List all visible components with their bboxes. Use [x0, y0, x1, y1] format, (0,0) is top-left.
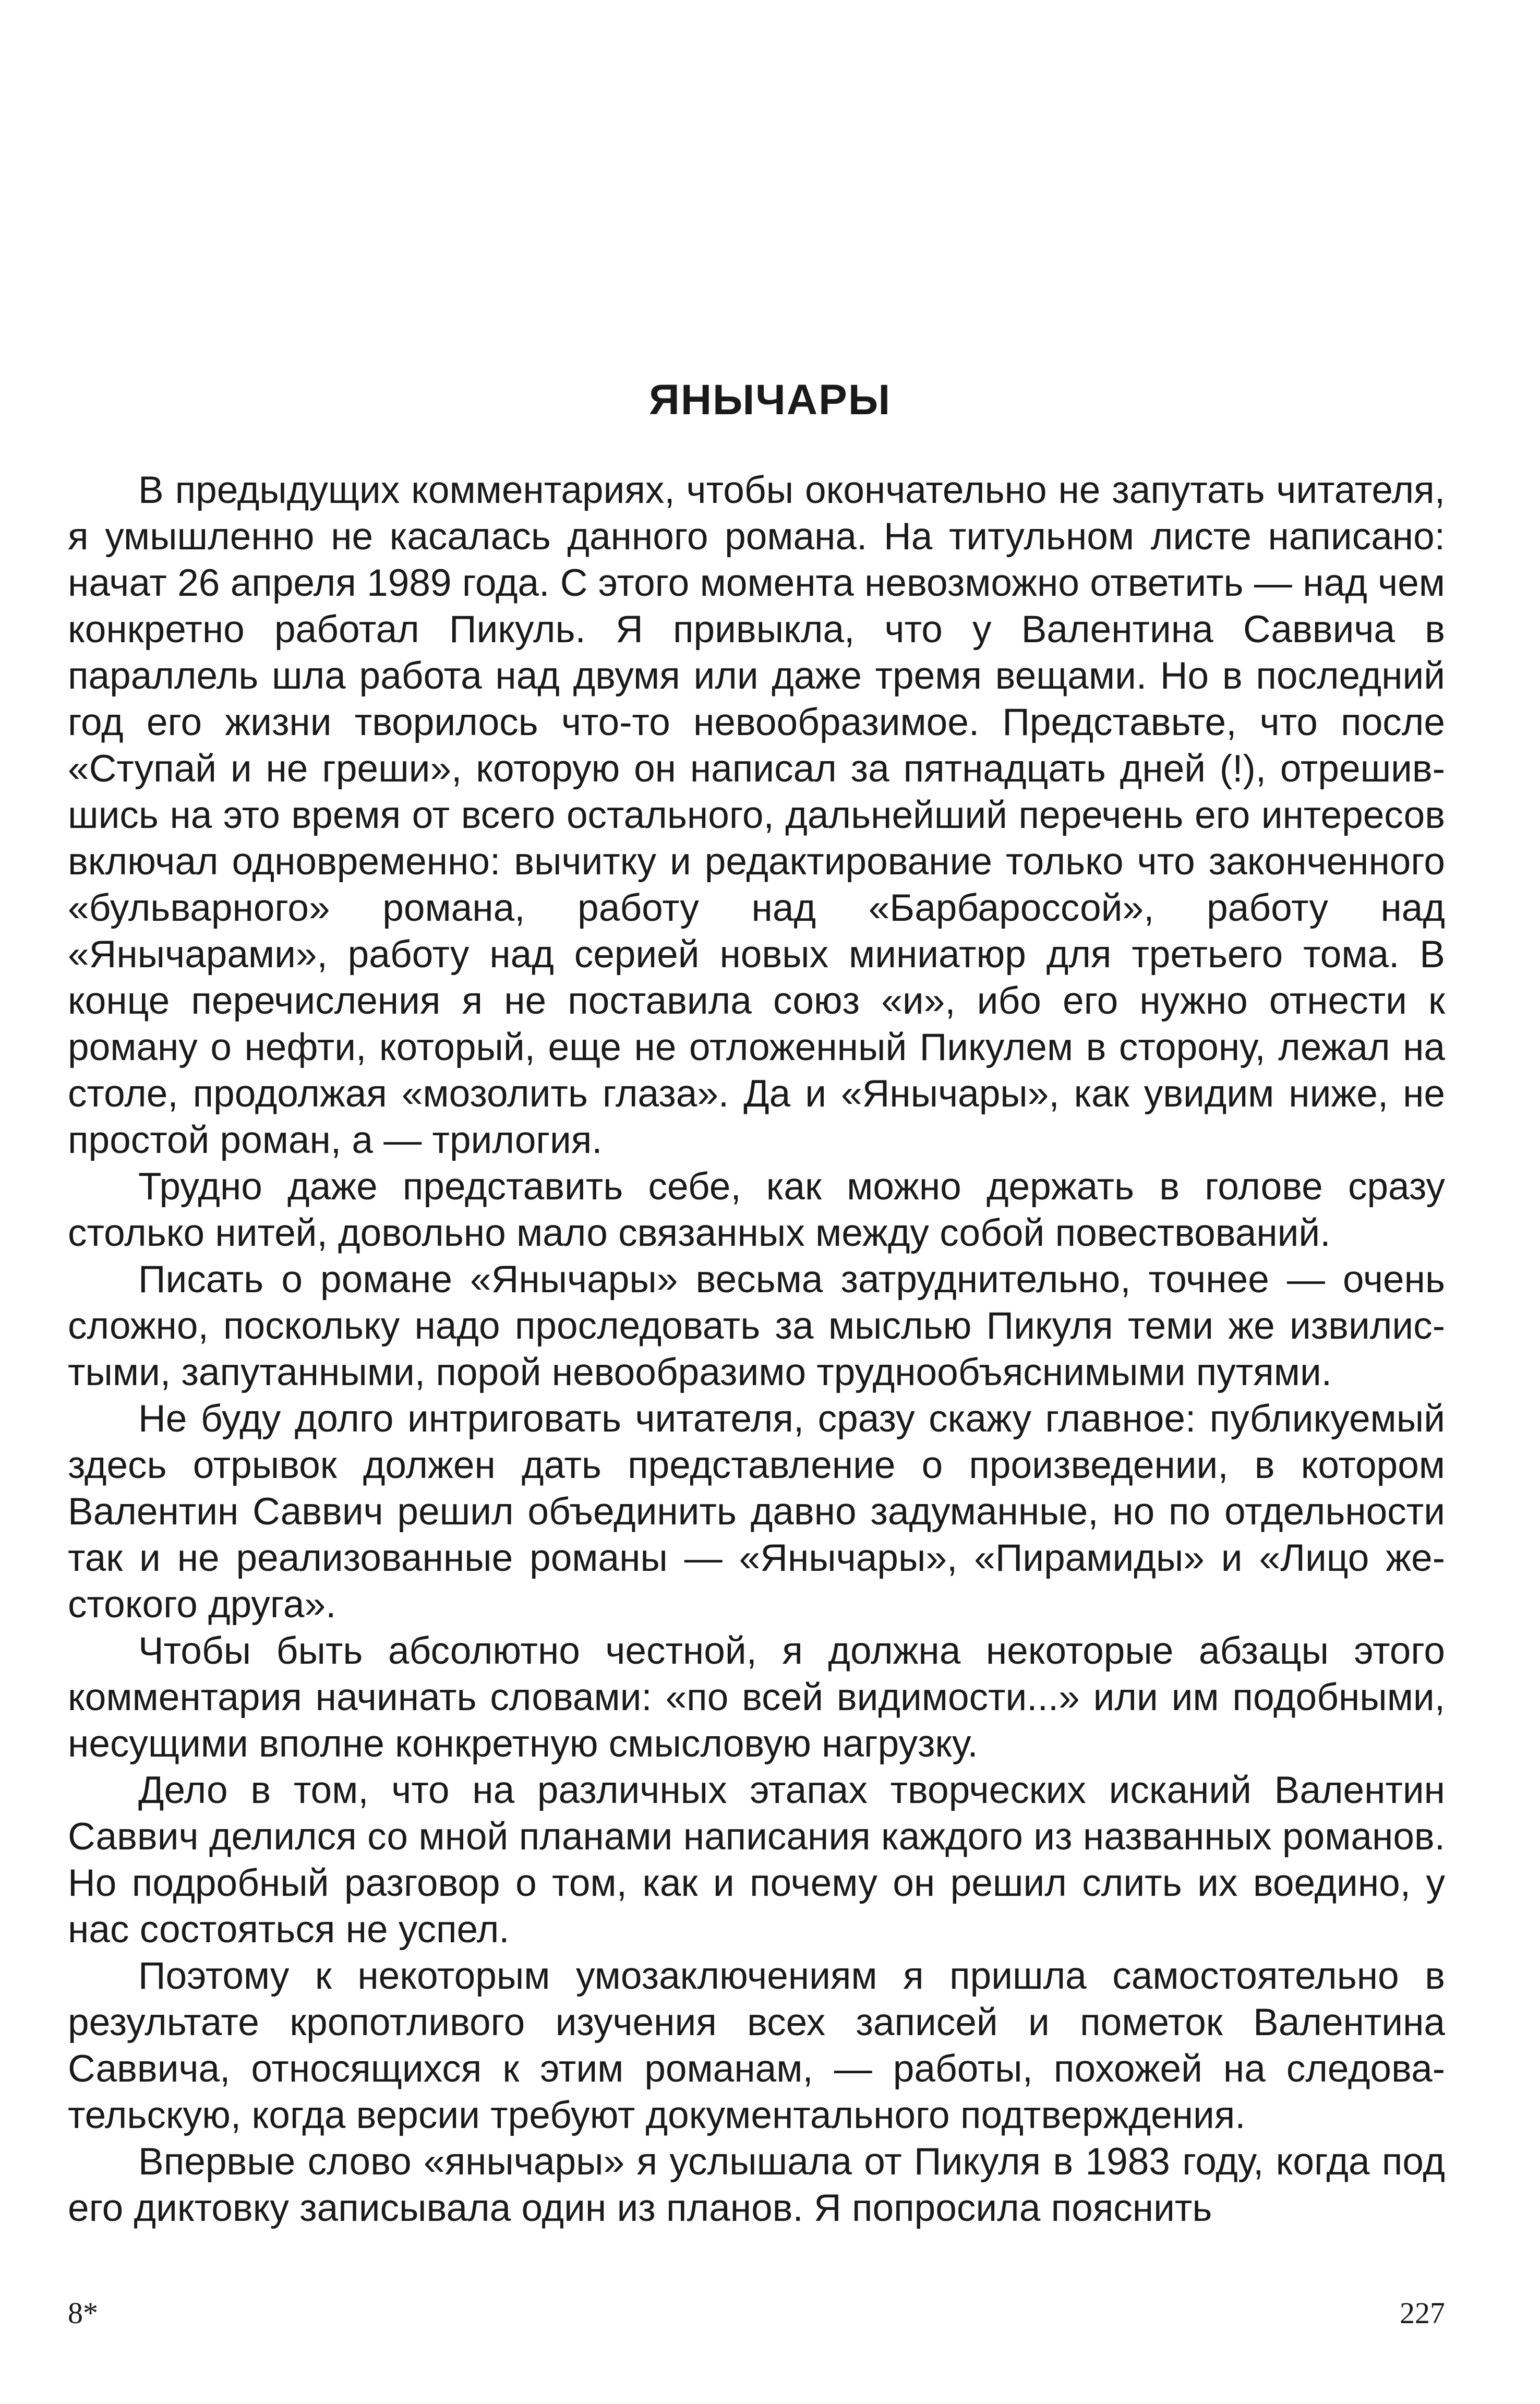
chapter-title: ЯНЫЧАРЫ [648, 376, 892, 424]
chapter-body [68, 467, 1445, 2231]
paragraph-6: Дело в том, что на различных этапах творческих исканий Валентин Саввич делился со мной планами написания каждого из названных романов. Но подробный разговор о том, как и почему он решил слить их воедино, у нас состояться не успел. [68, 1769, 1445, 1951]
page-number: 227 [1400, 2296, 1445, 2330]
paragraph-1: В предыдущих комментариях, чтобы окончательно не запутать читателя, я умышленно не касалась данного романа. На титульном листе написано: начат 26 апреля 1989 года. С этого момента невозможно ответить — над чем конкретно работал Пикуль. Я привыкла, что у Валентина Саввича в параллель шла работа над двумя или даже тремя вещами. Но в последний год его жизни творилось что-то невообразимое. Представьте, что после «Ступай и не греши», которую он написал за пятнадцать дней (!), отрешившись на это время от всего остального, дальнейший перечень его интересов включал одновременно: вычитку и редактирование только что законченного «бульварного» романа, работу над «Барбароссой», работу над «Янычарами», работу над серией новых миниатюр для третьего тома. В конце перечисления я не поставила союз «и», ибо его нужно отнести к роману о нефти, который, еще не отложенный Пикулем в сторону, лежал на столе, продолжая «мозолить глаза». Да и «Янычары», как увидим ниже, не простой роман, а — трилогия. [68, 469, 1445, 1161]
paragraph-8: Впервые слово «янычары» я услышала от Пикуля в 1983 году, когда под его диктовку записывала один из планов. Я попросила пояснить [68, 2141, 1445, 2229]
paragraph-2: Трудно даже представить себе, как можно держать в голове сразу столько нитей, довольно мало связанных между собой повествований. [68, 1165, 1445, 1254]
paragraph-5: Чтобы быть абсолютно честной, я должна некоторые абзацы этого комментария начинать словами: «по всей видимости...» или им подобными, несущими вполне конкретную смысловую нагрузку. [68, 1630, 1445, 1765]
printer-signature: 8* [68, 2296, 98, 2330]
paragraph-7: Поэтому к некоторым умозаключениям я пришла самостоятельно в результате кропотливого изучения всех записей и пометок Валентина Саввича, относящихся к этим романам, — работы, похожей на следовательскую, когда версии требуют документального подтверждения. [68, 1955, 1445, 2136]
paragraph-3: Писать о романе «Янычары» весьма затруднительно, точнее — очень сложно, поскольку надо проследовать за мыслью Пикуля теми же извилистыми, запутанными, порой невообразимо труднообъяснимыми путями. [68, 1258, 1445, 1393]
page-footer [68, 2295, 1445, 2337]
paragraph-4: Не буду долго интриговать читателя, сразу скажу главное: публикуемый здесь отрывок должен дать представление о произведении, в котором Валентин Саввич решил объединить давно задуманные, но по отдельности так и не реализованные романы — «Янычары», «Пирамиды» и «Лицо жестокого друга». [68, 1398, 1445, 1626]
